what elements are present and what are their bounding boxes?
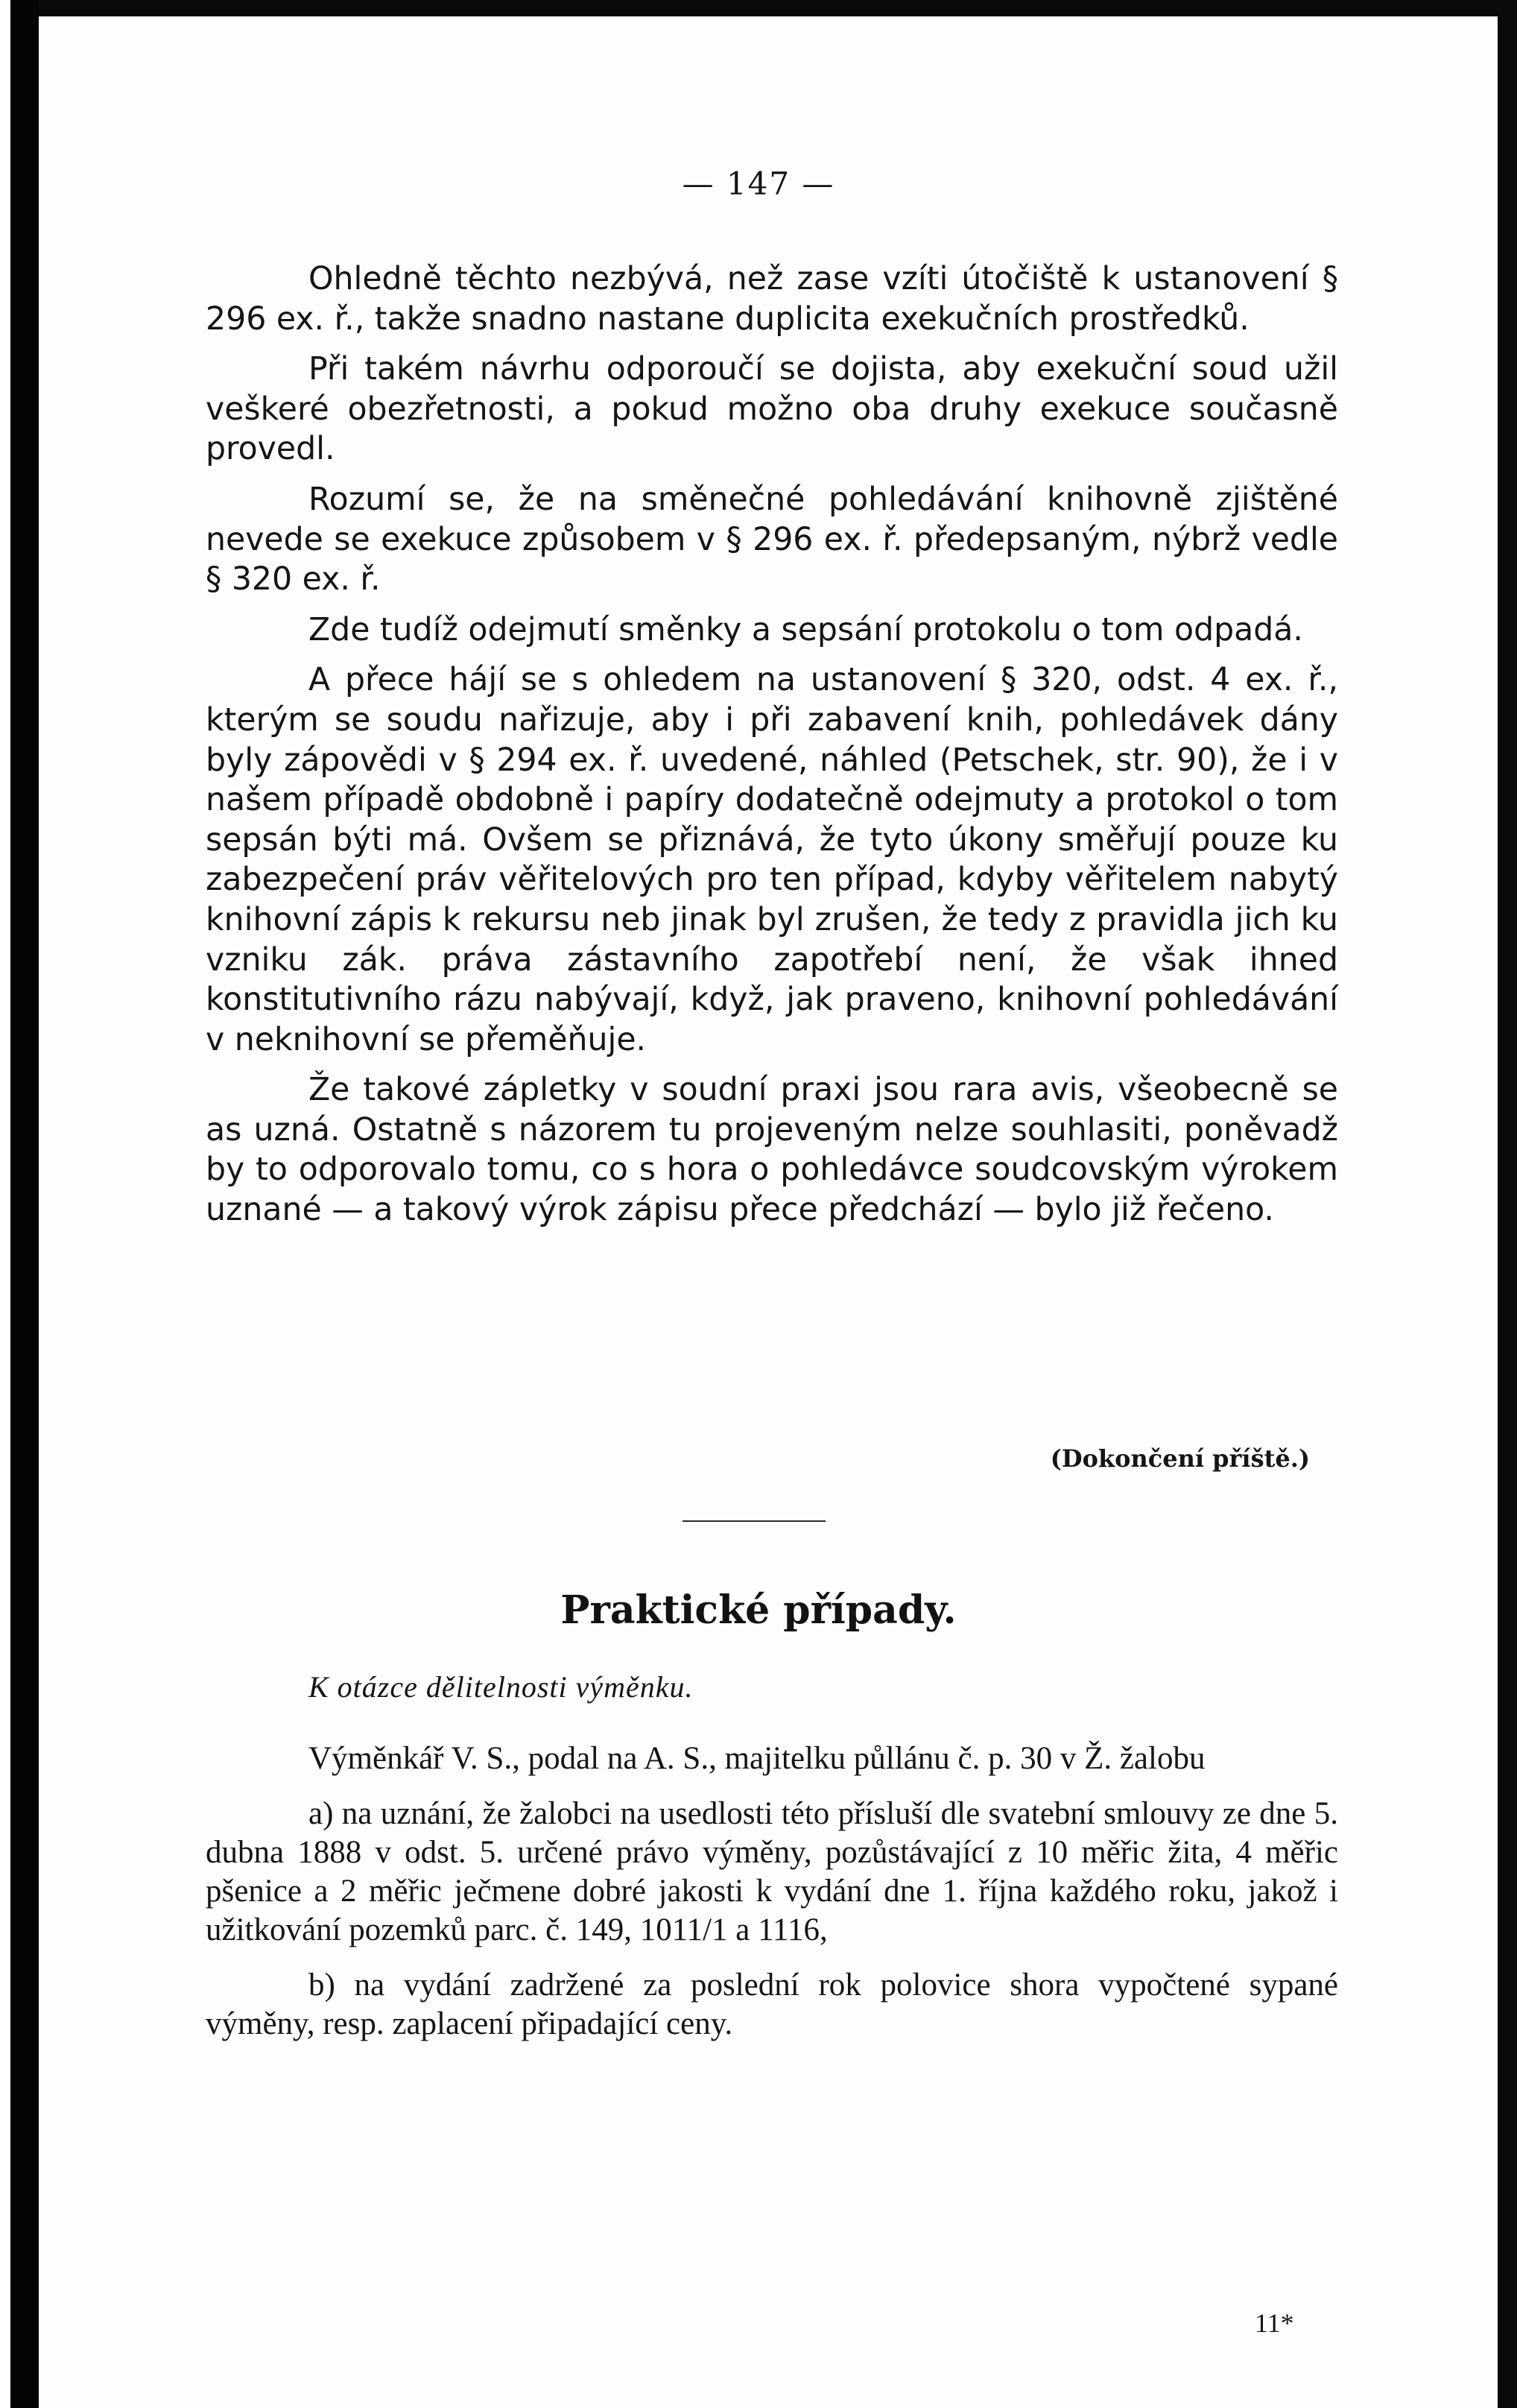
scan-border-left [10,0,39,2408]
scan-border-right [1498,0,1517,2408]
page-number: — 147 — [682,165,835,202]
scan-border-top [10,0,1517,16]
section-divider [683,1520,826,1522]
article-body [206,259,1338,1230]
paragraph: Ohledně těchto nezbývá, než zase vzíti útočiště k ustanovení § 296 ex. ř., takže snadno nastane duplicita exekučních prostředků. [206,260,1338,338]
case-paragraph: Výměnkář V. S., podal na A. S., majitelku půllánu č. p. 30 v Ž. žalobu [308,1741,1206,1776]
paragraph: Při takém návrhu odporoučí se dojista, aby exekuční soud užil veškeré obezřetnosti, a pokud možno oba druhy exekuce současně provedl. [206,350,1338,468]
continuation-note: (Dokončení příště.) [1050,1444,1310,1473]
section-subheading: K otázce dělitelnosti výměnku. [308,1670,694,1704]
paragraph: A přece hájí se s ohledem na ustanovení § 320, odst. 4 ex. ř., kterým se soudu nařizuje, aby i při zabavení knih, pohledávek dány byly zápovědi v § 294 ex. ř. uvedené, náhled (Petschek, str. 90), že i v našem případě obdobně i papíry dodatečně odejmuty a protokol o tom sepsán býti má. Ovšem se přiznává, že tyto úkony směřují pouze ku zabezpečení práv věřitelových pro ten případ, kdyby věřitelem nabytý knihovní zápis k rekursu neb jinak byl zrušen, že tedy z pravidla jich ku vzniku zák. práva zástavního zapotřebí není, že však ihned konstitutivního rázu nabývají, když, jak praveno, knihovní pohledávání v neknihovní se přeměňuje. [206,661,1338,1058]
case-body [206,1739,1338,2044]
case-paragraph: a) na uznání, že žalobci na usedlosti této přísluší dle svatební smlouvy ze dne 5. dubna 1888 v odst. 5. určené právo výměny, pozůstávající z 10 měřic žita, 4 měřic pšenice a 2 měřic ječmene dobré jakosti k vydání dne 1. října každého roku, jakož i užitkování pozemků parc. č. 149, 1011/1 a 1116, [206,1796,1338,1947]
case-paragraph: b) na vydání zadržené za poslední rok polovice shora vypočtené sypané výměny, resp. zaplacení připadající ceny. [206,1968,1338,2041]
section-heading: Praktické případy. [560,1587,957,1633]
signature-mark: 11* [1255,2308,1294,2338]
paragraph: Rozumí se, že na směnečné pohledávání knihovně zjištěné nevede se exekuce způsobem v § 296 ex. ř. předepsaným, nýbrž vedle § 320 ex. ř. [206,480,1338,598]
paragraph: Že takové zápletky v soudní praxi jsou rara avis, všeobecně se as uzná. Ostatně s názorem tu projeveným nelze souhlasiti, poněvadž by to odporovalo tomu, co s hora o pohledávce soudcovským výrokem uznané — a takový výrok zápisu přece předchází — bylo již řečeno. [206,1071,1338,1229]
paragraph: Zde tudíž odejmutí směnky a sepsání protokolu o tom odpadá. [308,610,1303,648]
